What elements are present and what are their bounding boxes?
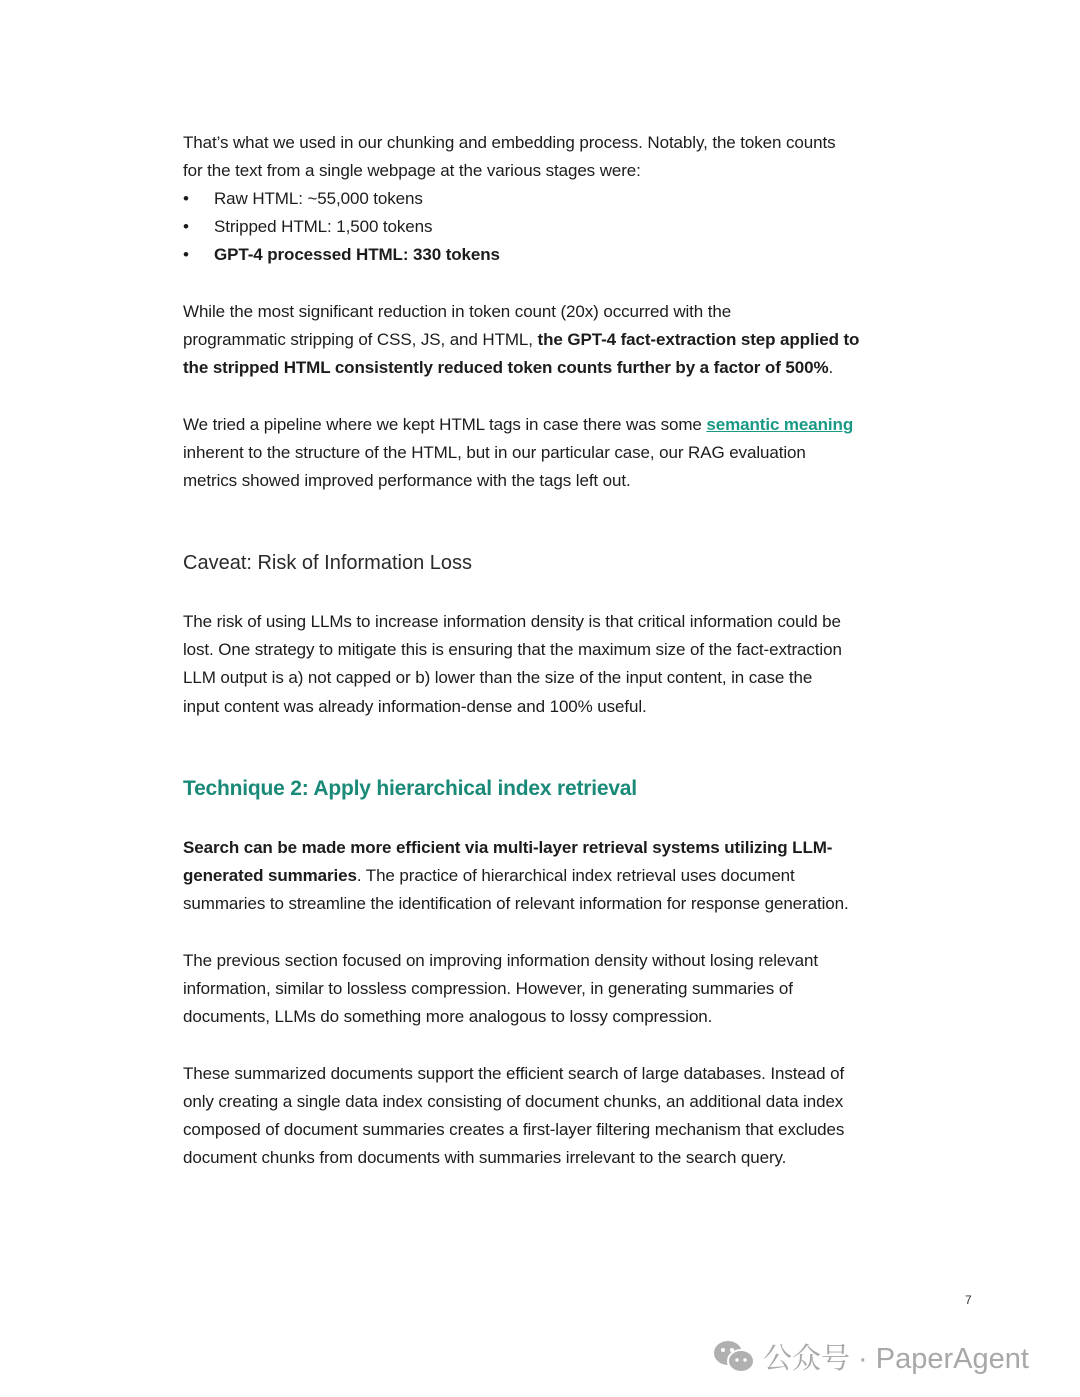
text: Stripped HTML: 1,500 tokens: [214, 217, 433, 236]
wechat-icon: [713, 1340, 755, 1374]
text: metrics showed improved performance with the tags left out.: [183, 471, 631, 490]
text: information, similar to lossless compression. However, in generating summaries of: [183, 979, 793, 998]
text-line: [183, 668, 812, 688]
section-heading-technique-2: Technique 2: Apply hierarchical index retrieval: [183, 777, 637, 800]
text-line: [183, 1007, 712, 1027]
bullet-item: [214, 217, 432, 237]
bold-text: generated summaries: [183, 866, 357, 885]
bullet-item: [214, 189, 423, 209]
text-line: [183, 640, 842, 660]
text: .: [828, 358, 834, 377]
text-line: [183, 1120, 844, 1140]
text: documents, LLMs do something more analogous to lossy compression.: [183, 1007, 713, 1026]
text-line: [183, 133, 835, 153]
text-line: [183, 471, 631, 491]
text: These summarized documents support the efficient search of large databases. Instead of: [183, 1064, 845, 1083]
text-line: [183, 866, 795, 886]
page-number: 7: [965, 1293, 972, 1307]
text: That’s what we used in our chunking and embedding process. Notably, the token counts: [183, 133, 836, 152]
text-line: [183, 415, 853, 435]
text-line: [183, 1092, 843, 1112]
bold-text: the GPT-4 fact-extraction step applied to: [537, 330, 860, 349]
text-line: [183, 612, 841, 632]
text-line: [183, 161, 641, 181]
bold-text: GPT-4 processed HTML: 330 tokens: [214, 245, 500, 264]
text-line: [183, 302, 731, 322]
text: only creating a single data index consisting of document chunks, an additional data index: [183, 1092, 844, 1111]
text: composed of document summaries creates a first-layer filtering mechanism that excludes: [183, 1120, 845, 1139]
text: Raw HTML: ~55,000 tokens: [214, 189, 423, 208]
text: programmatic stripping of CSS, JS, and HTML,: [183, 330, 538, 349]
bullet-icon: •: [183, 245, 189, 264]
text: lost. One strategy to mitigate this is ensuring that the maximum size of the fact-extraction: [183, 640, 842, 659]
text: for the text from a single webpage at the various stages were:: [183, 161, 641, 180]
text: document chunks from documents with summaries irrelevant to the search query.: [183, 1148, 787, 1167]
text-line: [183, 951, 818, 971]
text-line: [183, 697, 647, 717]
text-line: [183, 330, 859, 350]
text: summaries to streamline the identification of relevant information for response generation.: [183, 894, 849, 913]
semantic-meaning-link[interactable]: semantic meaning: [706, 415, 854, 434]
text-line: [183, 894, 849, 914]
text-line: [183, 838, 832, 858]
bold-text: Search can be made more efficient via multi-layer retrieval systems utilizing LLM-: [183, 838, 833, 857]
text-line: [183, 1148, 786, 1168]
bullet-item: [214, 245, 500, 265]
text: The previous section focused on improving information density without losing relevant: [183, 951, 819, 970]
text-line: [183, 443, 806, 463]
text: input content was already information-dense and 100% useful.: [183, 697, 647, 716]
text-line: [183, 979, 793, 999]
text: The risk of using LLMs to increase information density is that critical information could be: [183, 612, 841, 631]
text: We tried a pipeline where we kept HTML tags in case there was some: [183, 415, 707, 434]
text-line: [183, 1064, 844, 1084]
text: inherent to the structure of the HTML, but in our particular case, our RAG evaluation: [183, 443, 806, 462]
bullet-icon: •: [183, 189, 189, 208]
bold-text: the stripped HTML consistently reduced token counts further by a factor of 500%: [183, 358, 829, 377]
text-line: [183, 358, 833, 378]
text: While the most significant reduction in token count (20x) occurred with the: [183, 302, 732, 321]
bullet-icon: •: [183, 217, 189, 236]
text: . The practice of hierarchical index retrieval uses document: [356, 866, 795, 885]
watermark-text: 公众号 · PaperAgent: [763, 1343, 1029, 1375]
watermark: [713, 1336, 1029, 1377]
section-heading-caveat: Caveat: Risk of Information Loss: [183, 552, 473, 574]
text: LLM output is a) not capped or b) lower than the size of the input content, in case the: [183, 668, 813, 687]
